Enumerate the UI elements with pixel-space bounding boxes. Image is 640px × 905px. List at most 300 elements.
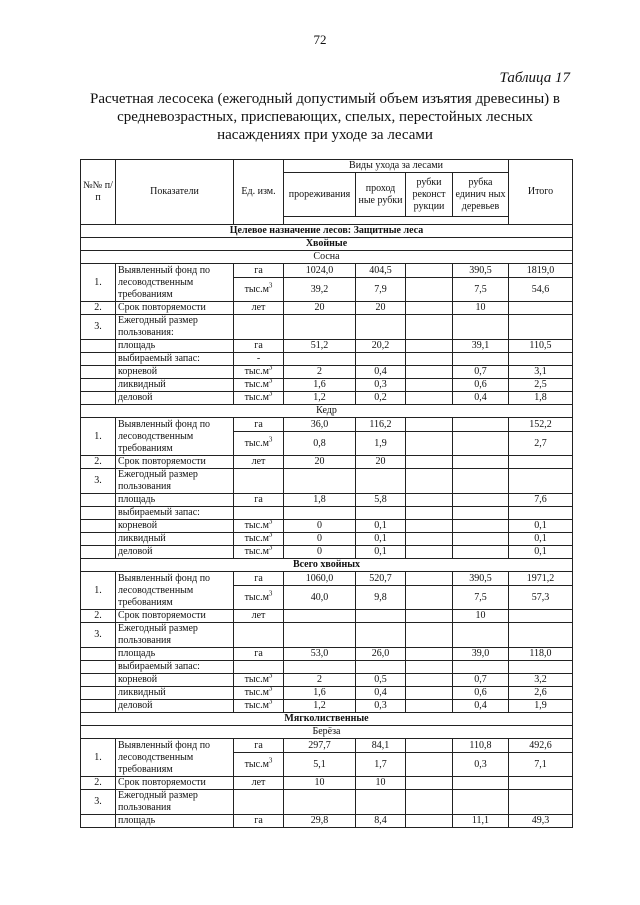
empty-cell (81, 392, 116, 405)
unit-text: тыс.м (244, 687, 269, 698)
value-cell: 152,2 (509, 418, 573, 432)
unit-cell: лет (234, 456, 284, 469)
unit-cell (234, 278, 284, 302)
empty-cell (453, 661, 509, 674)
value-cell (406, 815, 453, 828)
stock-row (81, 379, 573, 392)
empty-cell (234, 790, 284, 815)
stock-row (81, 674, 573, 687)
value-cell: 0 (284, 520, 356, 533)
value-cell: 1819,0 (509, 264, 573, 278)
unit-cell: га (234, 815, 284, 828)
indicator-label: площадь (116, 648, 234, 661)
empty-cell (81, 815, 116, 828)
value-cell: 0 (284, 546, 356, 559)
empty-cell (81, 379, 116, 392)
row-number: 1. (81, 264, 116, 302)
unit-cell: га (234, 494, 284, 507)
unit-cell (234, 753, 284, 777)
value-cell: 0,1 (356, 533, 406, 546)
value-cell (406, 739, 453, 753)
fund-row (81, 739, 573, 753)
empty-cell (406, 469, 453, 494)
unit-superscript: 3 (268, 519, 273, 526)
value-cell (406, 777, 453, 790)
value-cell (406, 456, 453, 469)
value-cell: 20,2 (356, 340, 406, 353)
empty-cell (81, 700, 116, 713)
indicator-label: Срок повторяемости (116, 456, 234, 469)
stock-row (81, 661, 573, 674)
value-cell: 2,7 (509, 432, 573, 456)
value-cell (406, 302, 453, 315)
unit-superscript: 3 (268, 378, 273, 385)
indicator-label: деловой (116, 546, 234, 559)
subsection-heading: Сосна (81, 251, 573, 264)
value-cell: 7,5 (453, 586, 509, 610)
stock-row (81, 392, 573, 405)
unit-text: тыс.м (244, 674, 269, 685)
value-cell: 2,5 (509, 379, 573, 392)
subsection-heading: Берёза (81, 726, 573, 739)
unit-cell (234, 661, 284, 674)
value-cell: 10 (453, 302, 509, 315)
value-cell (406, 392, 453, 405)
indicator-label: корневой (116, 520, 234, 533)
title-line: Расчетная лесосека (ежегодный допустимый объем изъятия древесины) в (90, 91, 560, 107)
empty-cell (81, 661, 116, 674)
group-heading: Хвойные (81, 238, 573, 251)
row-number: 1. (81, 418, 116, 456)
value-cell: 2 (284, 674, 356, 687)
value-cell: 49,3 (509, 815, 573, 828)
value-cell (406, 700, 453, 713)
unit-cell: лет (234, 302, 284, 315)
value-cell: 0,4 (453, 392, 509, 405)
title-line: средневозрастных, приспевающих, спелых, перестойных лесных (117, 109, 533, 125)
value-cell: 29,8 (284, 815, 356, 828)
empty-cell (284, 623, 356, 648)
value-cell: 520,7 (356, 572, 406, 586)
empty-cell (453, 623, 509, 648)
indicator-label: Срок повторяемости (116, 777, 234, 790)
unit-cell (234, 520, 284, 533)
purpose-row (81, 225, 573, 238)
value-cell: 3,2 (509, 674, 573, 687)
area-row (81, 494, 573, 507)
value-cell: 1,6 (284, 379, 356, 392)
unit-superscript: 3 (268, 545, 273, 552)
fund-row (81, 264, 573, 278)
empty-cell (406, 661, 453, 674)
unit-cell (234, 392, 284, 405)
unit-cell (234, 700, 284, 713)
empty-cell (509, 623, 573, 648)
empty-cell (453, 469, 509, 494)
empty-cell (284, 790, 356, 815)
header-col: прореживания (284, 173, 356, 217)
stock-row (81, 533, 573, 546)
row-number: 1. (81, 739, 116, 777)
value-cell: 51,2 (284, 340, 356, 353)
group-heading: Всего хвойных (81, 559, 573, 572)
unit-text: тыс.м (244, 533, 269, 544)
row-number: 3. (81, 623, 116, 648)
indicator-label: Выявленный фонд по лесоводственным требованиям (116, 418, 234, 456)
value-cell: 7,9 (356, 278, 406, 302)
value-cell (453, 418, 509, 432)
page-number: 72 (313, 32, 327, 47)
indicator-label: площадь (116, 340, 234, 353)
empty-cell (406, 315, 453, 340)
stock-row (81, 546, 573, 559)
empty-cell (453, 315, 509, 340)
empty-cell (81, 648, 116, 661)
value-cell: 20 (356, 456, 406, 469)
empty-cell (81, 507, 116, 520)
value-cell: 0,1 (509, 520, 573, 533)
indicator-label: корневой (116, 366, 234, 379)
value-cell (356, 610, 406, 623)
value-cell: 5,1 (284, 753, 356, 777)
size-row (81, 315, 573, 340)
empty-cell (406, 623, 453, 648)
unit-cell (234, 379, 284, 392)
unit-cell (234, 533, 284, 546)
row-number: 2. (81, 777, 116, 790)
unit-cell (234, 507, 284, 520)
indicator-label: Ежегодный размер пользования (116, 623, 234, 648)
unit-text: тыс.м (244, 392, 269, 403)
empty-cell (356, 790, 406, 815)
empty-cell (284, 353, 356, 366)
value-cell (453, 432, 509, 456)
empty-cell (356, 507, 406, 520)
stock-row (81, 507, 573, 520)
value-cell (406, 610, 453, 623)
row-number: 2. (81, 302, 116, 315)
unit-cell: га (234, 739, 284, 753)
unit-text: тыс.м (244, 758, 269, 770)
value-cell (406, 278, 453, 302)
unit-text: тыс.м (244, 379, 269, 390)
indicator-label: площадь (116, 815, 234, 828)
value-cell: 110,8 (453, 739, 509, 753)
unit-cell (234, 366, 284, 379)
empty-cell (406, 507, 453, 520)
value-cell: 0,6 (453, 379, 509, 392)
indicator-label: Ежегодный размер пользования: (116, 315, 234, 340)
value-cell: 118,0 (509, 648, 573, 661)
empty-cell (81, 546, 116, 559)
indicator-label: ликвидный (116, 533, 234, 546)
indicator-label: площадь (116, 494, 234, 507)
value-cell: 10 (453, 610, 509, 623)
empty-cell (509, 469, 573, 494)
value-cell (406, 674, 453, 687)
indicator-label: Срок повторяемости (116, 302, 234, 315)
indicator-label: Срок повторяемости (116, 610, 234, 623)
row-number: 2. (81, 610, 116, 623)
value-cell (406, 418, 453, 432)
header-col: рубки реконст рукции (406, 173, 453, 217)
empty-cell (406, 790, 453, 815)
value-cell (406, 572, 453, 586)
empty-cell (81, 533, 116, 546)
value-cell: 0,3 (356, 379, 406, 392)
indicator-label: Выявленный фонд по лесоводственным требованиям (116, 739, 234, 777)
indicator-label: выбираемый запас: (116, 661, 234, 674)
empty-cell (81, 340, 116, 353)
value-cell: 1,9 (509, 700, 573, 713)
empty-cell (509, 507, 573, 520)
value-cell: 5,8 (356, 494, 406, 507)
value-cell (509, 777, 573, 790)
purpose-heading: Целевое назначение лесов: Защитные леса (81, 225, 573, 238)
group-row (81, 713, 573, 726)
row-number: 3. (81, 790, 116, 815)
value-cell: 7,5 (453, 278, 509, 302)
value-cell: 40,0 (284, 586, 356, 610)
empty-cell (234, 623, 284, 648)
value-cell (453, 520, 509, 533)
size-row (81, 469, 573, 494)
value-cell: 0,4 (453, 700, 509, 713)
value-cell (406, 648, 453, 661)
value-cell: 0,3 (356, 700, 406, 713)
value-cell: 84,1 (356, 739, 406, 753)
indicator-label: ликвидный (116, 379, 234, 392)
header-total: Итого (509, 160, 573, 225)
unit-cell: га (234, 572, 284, 586)
value-cell (406, 264, 453, 278)
empty-cell (81, 366, 116, 379)
value-cell (453, 494, 509, 507)
value-cell: 36,0 (284, 418, 356, 432)
unit-cell: га (234, 418, 284, 432)
value-cell: 10 (356, 777, 406, 790)
row-number: 2. (81, 456, 116, 469)
value-cell (406, 586, 453, 610)
empty-cell (284, 661, 356, 674)
row-number: 3. (81, 469, 116, 494)
unit-text: тыс.м (244, 366, 269, 377)
empty-cell (284, 469, 356, 494)
header-col: проход ные рубки (356, 173, 406, 217)
value-cell (509, 610, 573, 623)
header-unit: Ед. изм. (234, 160, 284, 225)
value-cell (406, 379, 453, 392)
header-row (81, 160, 573, 173)
unit-text: тыс.м (244, 437, 269, 449)
empty-cell (356, 623, 406, 648)
empty-cell (509, 353, 573, 366)
value-cell: 1,7 (356, 753, 406, 777)
subsection-heading: Кедр (81, 405, 573, 418)
stock-row (81, 366, 573, 379)
empty-cell (356, 661, 406, 674)
value-cell: 9,8 (356, 586, 406, 610)
empty-cell (453, 507, 509, 520)
value-cell: 0,1 (509, 533, 573, 546)
unit-superscript: 3 (268, 686, 273, 693)
period-row (81, 777, 573, 790)
value-cell (509, 456, 573, 469)
unit-cell (234, 586, 284, 610)
header-num: №№ п/п (81, 160, 116, 225)
value-cell (284, 610, 356, 623)
value-cell (406, 687, 453, 700)
value-cell (406, 520, 453, 533)
unit-superscript: 3 (268, 391, 273, 398)
indicator-label: ликвидный (116, 687, 234, 700)
period-row (81, 610, 573, 623)
unit-cell: - (234, 353, 284, 366)
value-cell (406, 340, 453, 353)
area-row (81, 648, 573, 661)
value-cell: 297,7 (284, 739, 356, 753)
empty-cell (406, 353, 453, 366)
value-cell: 7,1 (509, 753, 573, 777)
value-cell: 0,4 (356, 366, 406, 379)
title-line: насаждениях при уходе за лесами (217, 127, 433, 143)
value-cell: 0,1 (356, 520, 406, 533)
value-cell: 39,0 (453, 648, 509, 661)
unit-superscript: 3 (268, 673, 273, 680)
fund-row (81, 418, 573, 432)
unit-text: тыс.м (244, 546, 269, 557)
unit-cell (234, 546, 284, 559)
indicator-label: деловой (116, 392, 234, 405)
group-row (81, 559, 573, 572)
size-row (81, 790, 573, 815)
unit-cell (234, 432, 284, 456)
empty-cell (453, 790, 509, 815)
value-cell (406, 432, 453, 456)
value-cell: 1024,0 (284, 264, 356, 278)
value-cell: 0,1 (509, 546, 573, 559)
area-row (81, 815, 573, 828)
unit-cell: га (234, 340, 284, 353)
value-cell: 1,9 (356, 432, 406, 456)
value-cell: 10 (284, 777, 356, 790)
area-row (81, 340, 573, 353)
empty-cell (356, 469, 406, 494)
value-cell: 116,2 (356, 418, 406, 432)
unit-text: тыс.м (244, 700, 269, 711)
value-cell (406, 366, 453, 379)
value-cell: 0,7 (453, 366, 509, 379)
indicator-label: Ежегодный размер пользования (116, 469, 234, 494)
value-cell: 1,2 (284, 700, 356, 713)
value-cell: 2,6 (509, 687, 573, 700)
indicator-label: Выявленный фонд по лесоводственным требованиям (116, 264, 234, 302)
value-cell: 1,8 (284, 494, 356, 507)
indicator-label: деловой (116, 700, 234, 713)
unit-superscript: 3 (268, 365, 273, 372)
unit-text: тыс.м (244, 283, 269, 295)
indicator-label: корневой (116, 674, 234, 687)
value-cell: 26,0 (356, 648, 406, 661)
unit-cell: га (234, 264, 284, 278)
value-cell: 39,1 (453, 340, 509, 353)
empty-cell (234, 315, 284, 340)
value-cell: 0 (284, 533, 356, 546)
group-row (81, 238, 573, 251)
value-cell (406, 533, 453, 546)
period-row (81, 302, 573, 315)
unit-superscript: 3 (268, 281, 273, 290)
unit-text: тыс.м (244, 591, 269, 603)
value-cell: 0,4 (356, 687, 406, 700)
empty-cell (356, 353, 406, 366)
empty-cell (81, 674, 116, 687)
unit-superscript: 3 (268, 756, 273, 765)
unit-cell (234, 687, 284, 700)
value-cell: 0,2 (356, 392, 406, 405)
value-cell: 492,6 (509, 739, 573, 753)
value-cell: 20 (284, 456, 356, 469)
value-cell (453, 546, 509, 559)
empty-cell (81, 520, 116, 533)
row-number: 3. (81, 315, 116, 340)
header-indicators: Показатели (116, 160, 234, 225)
unit-superscript: 3 (268, 435, 273, 444)
value-cell (453, 456, 509, 469)
value-cell: 53,0 (284, 648, 356, 661)
cutting-table (80, 159, 573, 828)
value-cell (509, 302, 573, 315)
fund-row (81, 572, 573, 586)
group-heading: Мягколиственные (81, 713, 573, 726)
empty-cell (81, 687, 116, 700)
value-cell: 110,5 (509, 340, 573, 353)
stock-row (81, 520, 573, 533)
value-cell: 1060,0 (284, 572, 356, 586)
value-cell: 1971,2 (509, 572, 573, 586)
value-cell: 7,6 (509, 494, 573, 507)
table-label: Таблица 17 (499, 70, 570, 86)
stock-row (81, 687, 573, 700)
unit-cell: га (234, 648, 284, 661)
empty-cell (284, 315, 356, 340)
stock-row (81, 700, 573, 713)
value-cell: 54,6 (509, 278, 573, 302)
document-title (70, 90, 580, 144)
unit-cell (234, 674, 284, 687)
value-cell (453, 533, 509, 546)
value-cell: 1,6 (284, 687, 356, 700)
value-cell (453, 777, 509, 790)
value-cell (406, 494, 453, 507)
row-number: 1. (81, 572, 116, 610)
subsection-row (81, 251, 573, 264)
indicator-label: выбираемый запас: (116, 507, 234, 520)
value-cell: 390,5 (453, 264, 509, 278)
unit-cell: лет (234, 777, 284, 790)
period-row (81, 456, 573, 469)
empty-cell (509, 790, 573, 815)
value-cell: 0,8 (284, 432, 356, 456)
value-cell (406, 753, 453, 777)
value-cell: 0,7 (453, 674, 509, 687)
value-cell: 39,2 (284, 278, 356, 302)
value-cell: 3,1 (509, 366, 573, 379)
empty-cell (234, 469, 284, 494)
value-cell: 0,6 (453, 687, 509, 700)
value-cell (406, 546, 453, 559)
value-cell: 1,8 (509, 392, 573, 405)
